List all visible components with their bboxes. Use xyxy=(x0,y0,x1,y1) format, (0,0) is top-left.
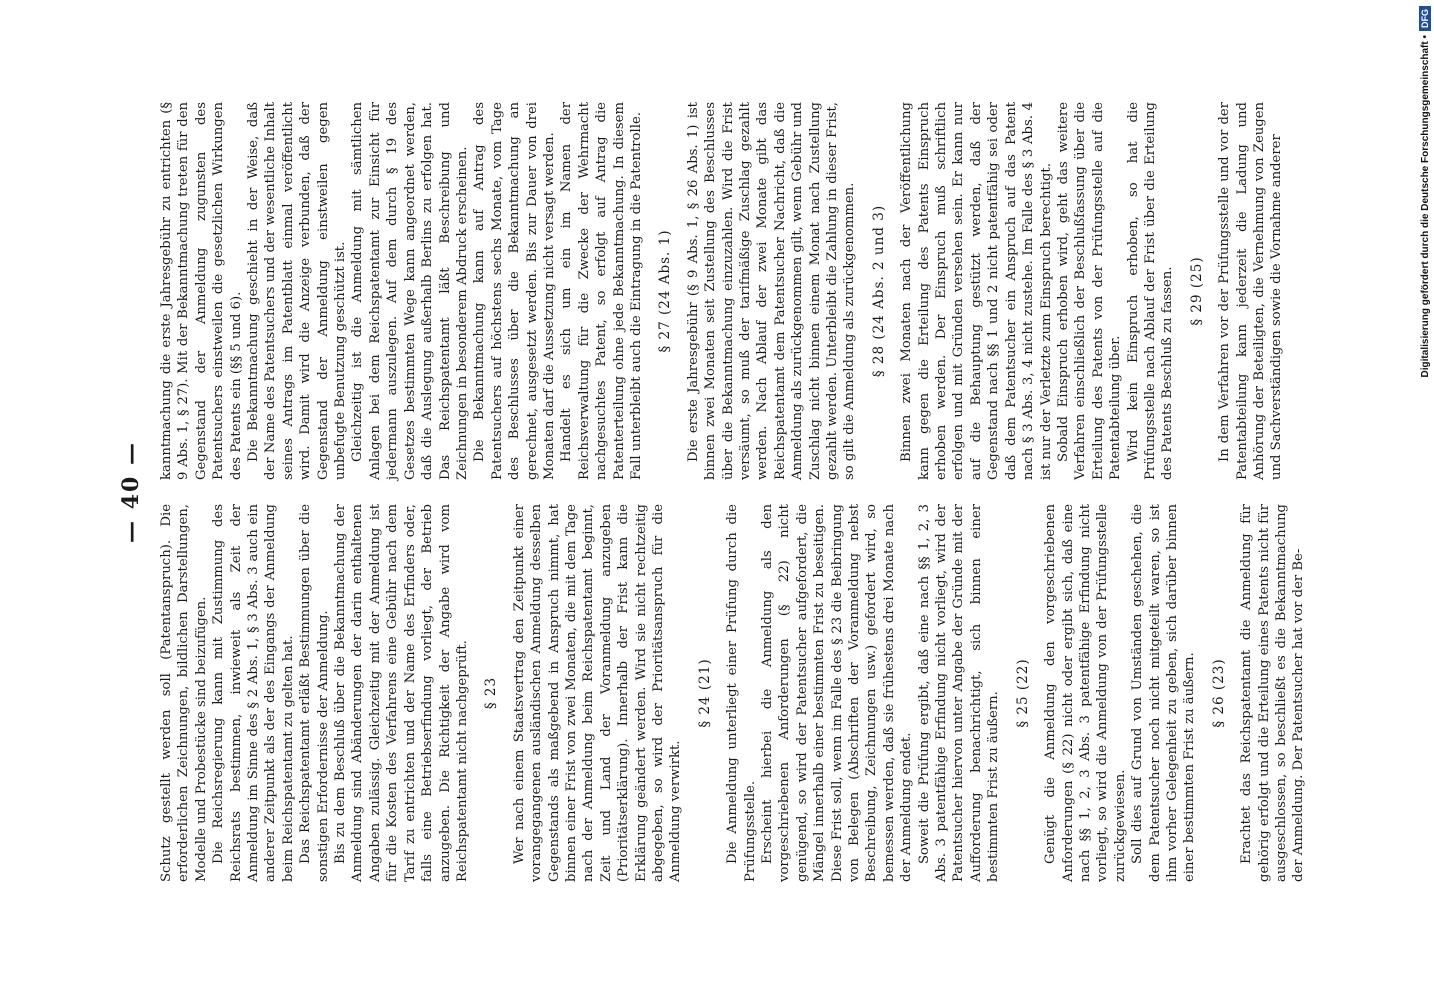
text-columns xyxy=(158,102,1307,882)
section-heading: § 26 (23) xyxy=(1210,658,1227,728)
right-column xyxy=(158,102,1288,480)
document-page xyxy=(118,92,1307,892)
paragraph: Die erste Jahresgebühr (§ 9 Abs. 1, § 26 Abs. 1) ist binnen zwei Monaten seit Zustellung des Beschlusses über die Bekanntmachung einzuzahlen. Wird die Frist versäumt, so muß der tarifmäßige Zuschlag gezahlt werden. Nach Ablauf der zwei Monate gibt das Reichspatentamt dem Patentsucher Nachricht, daß die Anmeldung als zurückgenommen gilt, wenn Gebühr und Zuschlag nicht binnen einem Monat nach Zustellung gezahlt werden. Unterbleibt die Zahlung in dieser Frist, so gilt die Anmeldung als zurückgenommen. xyxy=(685,102,858,480)
paragraph: Die Reichsregierung kann mit Zustimmung des Reichsrats bestimmen, inwieweit als Zeit der Anmeldung im Sinne des § 2 Abs. 1, § 3 Abs. 3 auch ein anderer Zeitpunkt als der des Eingangs der Anmeldung beim Reichspatentamt zu gelten hat. xyxy=(211,504,296,882)
digitization-notice xyxy=(1418,6,1432,786)
section-heading: § 28 (24 Abs. 2 und 3) xyxy=(870,204,887,378)
paragraph: Erachtet das Reichspatentamt die Anmeldung für gehörig erfolgt und die Erteilung eines Patents nicht für ausgeschlossen, so beschließt es die Bekanntmachung der Anmeldung. Der Patentsucher hat vor der Be- xyxy=(1239,504,1307,882)
left-column xyxy=(158,504,1307,882)
scanned-page-area xyxy=(118,92,1307,892)
section-heading: § 24 (21) xyxy=(696,658,713,728)
digitization-notice-text: Digitalisierung gefördert durch die Deutsche Forschungsgemeinschaft • xyxy=(1419,35,1431,378)
paragraph: Soll dies auf Grund von Umständen geschehen, die dem Patentsucher noch nicht mitgeteilt waren, so ist ihm vorher Gelegenheit zu geben, sich darüber binnen einer bestimmten Frist zu äußern. xyxy=(1130,504,1198,882)
section-heading: § 25 (22) xyxy=(1014,658,1031,728)
paragraph: Erscheint hierbei die Anmeldung als den vorgeschriebenen Anforderungen (§ 22) nicht genügend, so wird der Patentsucher aufgefordert, die Mängel innerhalb einer bestimmten Frist zu beseitigen. Diese Frist soll, wenn im Falle des § 23 die Beibringung von Belegen (Abschriften der Voranmeldung nebst Beschreibung, Zeichnungen usw.) gefordert wird, so bemessen werden, daß sie frühestens drei Monate nach der Anmeldung endet. xyxy=(760,504,915,882)
digitization-notice-strip xyxy=(1418,6,1432,786)
paragraph: Wer nach einem Staatsvertrag den Zeitpunkt einer vorangegangenen ausländischen Anmeldung desselben Gegenstands als maßgebend in Anspruch nimmt, hat binnen einer Frist von zwei Monaten, die mit dem Tage nach der Anmeldung beim Reichspatentamt beginnt, Zeit und Land der Voranmeldung anzugeben (Prioritätserklärung). Innerhalb der Frist kann die Erklärung geändert werden. Wird sie nicht rechtzeitig abgegeben, so wird der Prioritätsanspruch für die Anmeldung verwirkt. xyxy=(511,504,684,882)
section-heading: § 29 (25) xyxy=(1188,256,1205,326)
paragraph: Die Bekanntmachung geschieht in der Weise, daß der Name des Patentsuchers und der wesentliche Inhalt seines Antrags im Patentblatt einmal veröffentlicht wird. Damit wird die Anzeige verbunden, daß der Gegenstand der Anmeldung einstweilen gegen unbefugte Benutzung geschützt ist. xyxy=(246,102,349,480)
paragraph: Binnen zwei Monaten nach der Veröffentlichung kann gegen die Erteilung des Patents Einspruch erhoben werden. Der Einspruch muß schriftlich erfolgen und mit Gründen versehen sein. Er kann nur auf die Behauptung gestützt werden, daß der Gegenstand nach §§ 1 und 2 nicht patentfähig sei oder daß dem Patentsucher ein Anspruch auf das Patent nach § 3 Abs. 3, 4 nicht zustehe. Im Falle des § 3 Abs. 4 ist nur der Verletzte zum Einspruch berechtigt. xyxy=(899,102,1054,480)
paragraph: Die Bekanntmachung kann auf Antrag des Patentsuchers auf höchstens sechs Monate, vom Tage des Beschlusses über die Bekanntmachung an gerechnet, ausgesetzt werden. Bis zur Dauer von drei Monaten darf die Aussetzung nicht versagt werden. xyxy=(472,102,557,480)
section-heading: § 27 (24 Abs. 1) xyxy=(657,229,674,353)
paragraph: Genügt die Anmeldung den vorgeschriebenen Anforderungen (§ 22) nicht oder ergibt sich, daß eine nach §§ 1, 2, 3 Abs. 3 patentfähige Erfindung nicht vorliegt, so wird die Anmeldung von der Prüfungsstelle zurückgewiesen. xyxy=(1043,504,1128,882)
paragraph: Schutz gestellt werden soll (Patentanspruch). Die erforderlichen Zeichnungen, bildlichen Darstellungen, Modelle und Probestücke sind beizufügen. xyxy=(159,504,209,882)
paragraph: Das Reichspatentamt erläßt Bestimmungen über die sonstigen Erfordernisse der Anmeldung. xyxy=(298,504,331,882)
paragraph: Wird kein Einspruch erhoben, so hat die Prüfungsstelle nach Ablauf der Frist über die Erteilung des Patents Beschluß zu fassen. xyxy=(1125,102,1176,480)
section-heading: § 23 xyxy=(483,676,500,710)
paragraph: Sobald Einspruch erhoben wird, geht das weitere Verfahren einschließlich der Beschlußfassung über die Erteilung des Patents von der Prüfungsstelle auf die Patentabteilung über. xyxy=(1055,102,1124,480)
dfg-logo: DFG xyxy=(1419,6,1431,31)
paragraph: Bis zu dem Beschluß über die Bekanntmachung der Anmeldung sind Abänderungen der darin enthaltenen Angaben zulässig. Gleichzeitig mit der Anmeldung ist für die Kosten des Verfahrens eine Gebühr nach dem Tarif zu entrichten und der Name des Erfinders oder, falls eine Betriebserfindung vorliegt, der Betrieb anzugeben. Die Richtigkeit der Angabe wird vom Reichspatentamt nicht nachgeprüft. xyxy=(333,504,470,882)
page-number: — 40 — xyxy=(118,441,144,543)
paragraph: Soweit die Prüfung ergibt, daß eine nach §§ 1, 2, 3 Abs. 3 patentfähige Erfindung nicht vorliegt, wird der Patentsucher hiervon unter Angabe der Gründe mit der Aufforderung benachrichtigt, sich binnen einer bestimmten Frist zu äußern. xyxy=(916,504,1002,882)
paragraph: Die Anmeldung unterliegt einer Prüfung durch die Prüfungsstelle. xyxy=(725,504,758,882)
paragraph: In dem Verfahren vor der Prüfungsstelle und vor der Patentabteilung kann jederzeit die Ladung und Anhörung der Beteiligten, die Vernehmung von Zeugen und Sachverständigen sowie die Vornahme anderer xyxy=(1217,102,1285,480)
paragraph: Handelt es sich um ein im Namen der Reichsverwaltung für die Zwecke der Wehrmacht nachgesuchtes Patent, so erfolgt auf Antrag die Patenterteilung ohne jede Bekanntmachung. In diesem Fall unterbleibt auch die Eintragung in die Patentrolle. xyxy=(559,102,644,480)
paragraph: Gleichzeitig ist die Anmeldung mit sämtlichen Anlagen bei dem Reichspatentamt zur Einsicht für jedermann auszulegen. Auf dem durch § 19 des Gesetzes bestimmten Wege kann angeordnet werden, daß die Auslegung außerhalb Berlins zu erfolgen hat. Das Reichspatentamt läßt Beschreibung und Zeichnungen in besonderem Abdruck erscheinen. xyxy=(350,102,470,480)
paragraph: kanntmachung die erste Jahresgebühr zu entrichten (§ 9 Abs. 1, § 27). Mit der Bekanntmachung treten für den Gegenstand der Anmeldung zugunsten des Patentsuchers einstweilen die gesetzlichen Wirkungen des Patents ein (§§ 5 und 6). xyxy=(159,102,244,480)
